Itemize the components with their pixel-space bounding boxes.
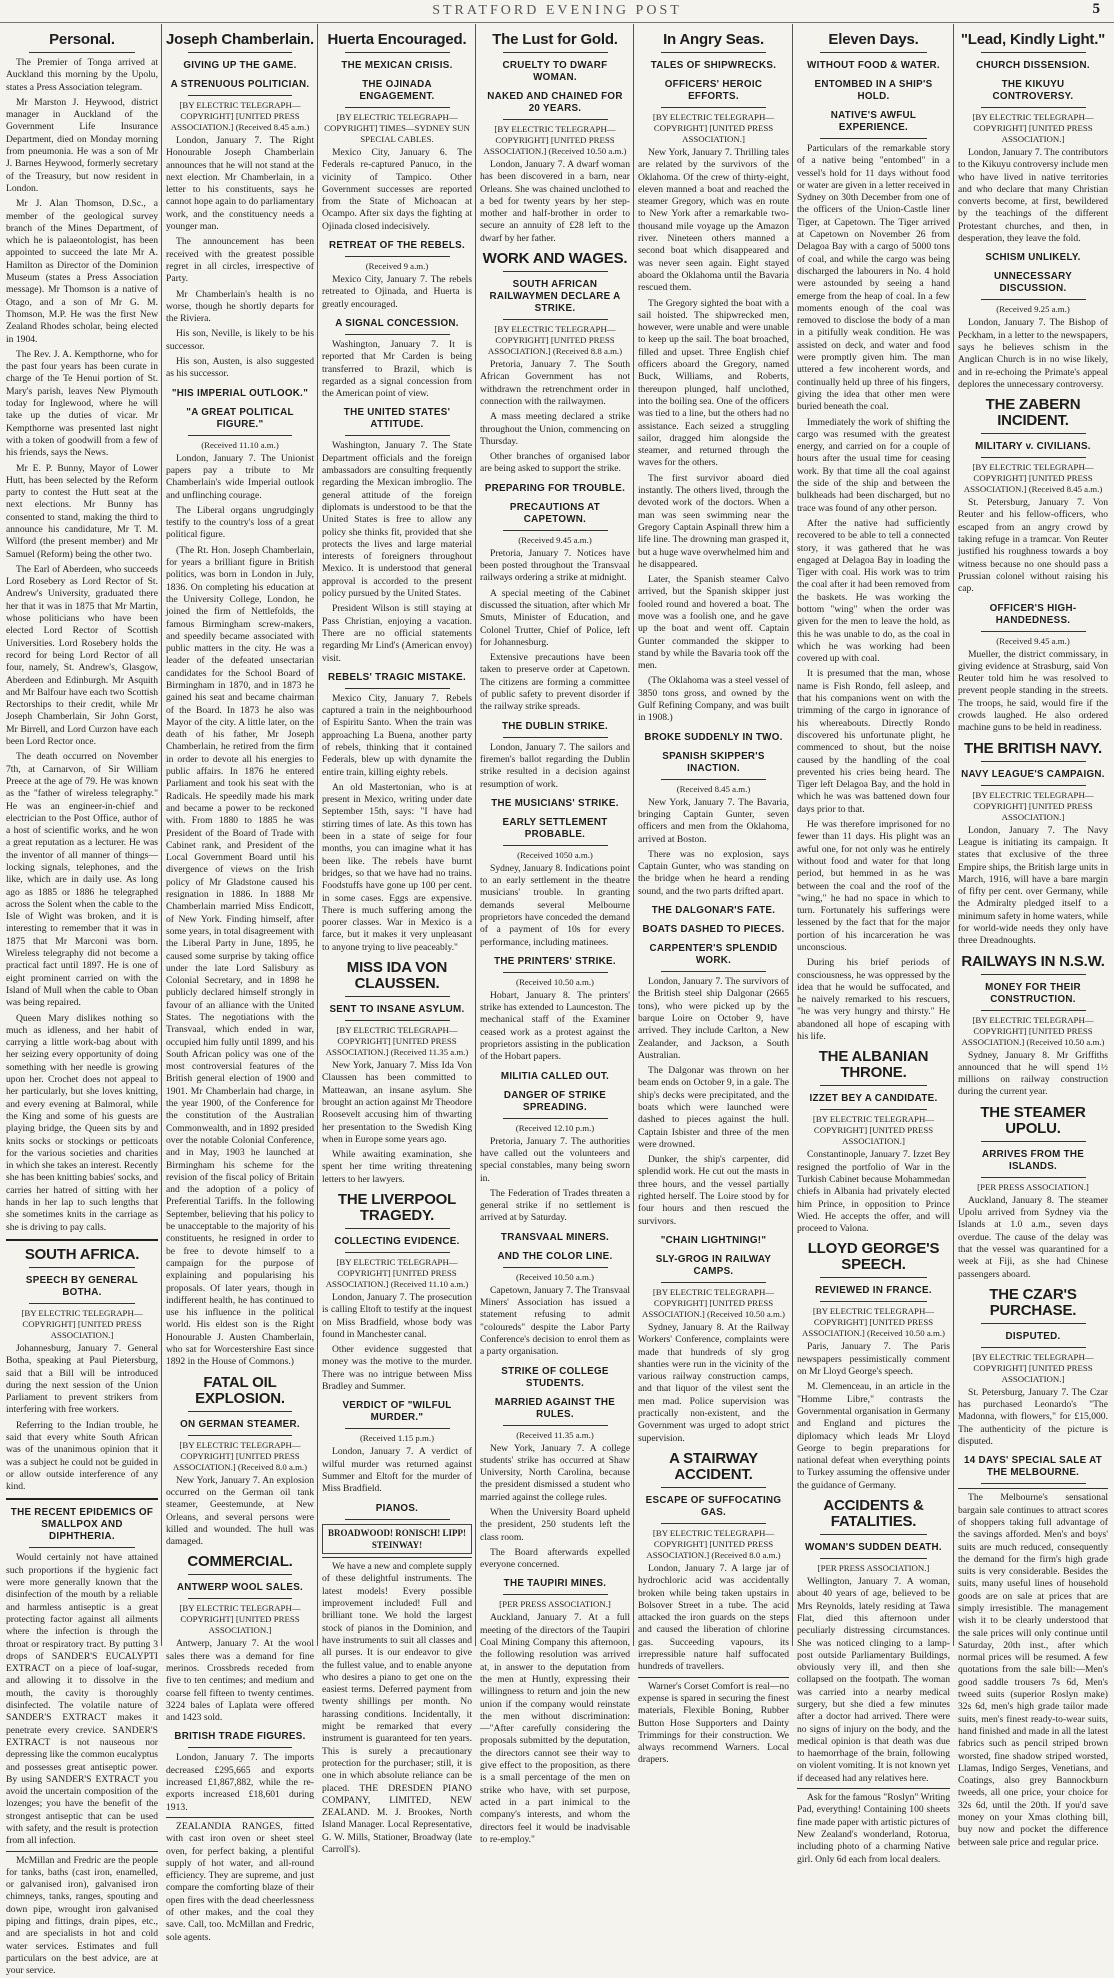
- masthead-title: STRATFORD EVENING POST: [432, 3, 682, 18]
- subheadline: THE KIKUYU CONTROVERSY.: [992, 79, 1074, 102]
- article-paragraph: London, January 7. The Unionist papers pay a tribute to Mr Chamberlain's wide Imperial outlook and unflinching courage.: [166, 452, 314, 501]
- headline: THE STEAMER UPOLU.: [980, 1103, 1086, 1137]
- subheadline: REVIEWED IN FRANCE.: [815, 1285, 932, 1297]
- subheadline: ANTWERP WOOL SALES.: [176, 1582, 304, 1594]
- article-paragraph: An old Mastertonian, who is at present in Mexico, writing under date September 15th, says: "I have had stirring times of late. As this town has been in a state of seige for four months, you can imagine what it has been like. The rebels have burnt bridges, so that we have had no trains. Foodstuffs have gone up 100 per cent. in some cases. Eggs are expensive. There is much suffering among the poorer classes. War in Mexico is a farce, but it makes it very unpleasant to anyone trying to live peaceably.": [322, 781, 472, 953]
- article-paragraph: A mass meeting declared a strike throughout the Union, commencing on Thursday.: [480, 411, 630, 447]
- article-paragraph: Pretoria, January 7. The authorities have called out the volunteers and special constables, many being sworn in.: [480, 1135, 630, 1184]
- article-paragraph: New York, January 7. A college students' strike has occurred at Shaw University, North Carolina, because the president dismissed a student who married against the college rules.: [480, 1442, 630, 1503]
- subheadline: A STRENUOUS POLITICIAN.: [170, 79, 310, 90]
- article-paragraph: His son, Austen, is also suggested as his successor.: [166, 356, 314, 380]
- subheadline: THE OJINADA ENGAGEMENT.: [359, 79, 435, 102]
- article-paragraph: The Earl of Aberdeen, who succeeds Lord Rosebery as Lord Rector of St. Andrew's University, graduated there her that it was in 1875 that Mr Martin, whose politicians who have been elected Lord Rector of Scottish Universities. Lord Rosebery holds the record for being Lord Rector of all four, namely, St. Andrew's, Glasgow, Aberdeen and Edinburgh. Mr Asquith and Mr Balfour have each two Scottish Rectorships to their credit, while Mr Joseph Chamberlain, Sir John Gorst, Mr Birrell, and Lord Curzon have each been Lord Rector once.: [6, 563, 158, 748]
- headline-divider: [981, 1323, 1086, 1324]
- article-paragraph: His son, Neville, is likely to be his successor.: [166, 328, 314, 352]
- section-rule: [6, 1239, 158, 1241]
- subheadline: 14 DAYS' SPECIAL SALE AT THE MELBOURNE.: [963, 1455, 1102, 1479]
- article-paragraph: Sydney, January 8. Mr Griffiths announced that he will spend 1½ millions on railway construction during the current year.: [958, 1049, 1108, 1098]
- headline: THE ZABERN INCIDENT.: [985, 396, 1081, 430]
- headline: RAILWAYS IN N.S.W.: [961, 952, 1105, 970]
- subheadline: NATIVE'S AWFUL EXPERIENCE.: [830, 110, 917, 133]
- wire-credit: (Received 9.25 a.m.): [996, 304, 1070, 315]
- article-paragraph: New York, January 7. The Bavaria, bringing Captain Gunter, seven officers and men from the Oklahoma, arrived at Boston.: [638, 796, 789, 845]
- headline-divider: [503, 530, 608, 531]
- article-paragraph: New York, January 7. Thrilling tales are related by the survivors of the Oklahoma. Of the crew of thirty-eight, eleven manned a boat and reached the steamer Gregory, which was en route to New York after a remarkable two-thousand mile voyage up the Amazon river. Nineteen others manned a second boat which disappeared and was never seen again. Eight stayed aboard the Oklahoma until the Bavaria rescued them.: [638, 147, 789, 294]
- headline-divider: [661, 971, 767, 972]
- subheadline: SLY-GROG IN RAILWAY CAMPS.: [655, 1253, 772, 1277]
- headline-divider: [345, 52, 450, 53]
- article-paragraph: Other evidence suggested that money was the motive to the murder. There was no intrigue between Miss Bradley and Summer.: [322, 1344, 472, 1393]
- advertisement: Ask for the famous "Roslyn" Writing Pad, everything! Containing 100 sheets fine made paper with artistic pictures of New Zealand's wonderland, Rotorua, including photo of a charming Native girl. Only 6d each from local dealers.: [797, 1788, 950, 1866]
- headline-divider: [661, 1523, 767, 1524]
- article-paragraph: After the native had sufficiently recovered to be able to tell a connected story, it was gathered that he was engaged at Delagoa Bay in loading the Tiger with coal. His work was to trim the coal after it had been removed from the baskets. He was working the bottom "wing" when the order was given for the men to leave the hold, as this he was unable to do, as the coal in which he was working had been covered up with coal.: [797, 517, 950, 665]
- article-paragraph: There was no explosion, says Captain Gunter, who was standing on the bridge when he heard a rending sound, and the two parts drifted apart.: [638, 848, 789, 897]
- column-rule: [161, 24, 162, 1646]
- article-paragraph: Sydney, January 8. Indications point to an early settlement in the theatre musicians' trouble. In granting demands several Melbourne proprietors have conceded the demand of a payment of 10s for every performance, including matinees.: [480, 862, 630, 948]
- headline: COMMERCIAL.: [187, 1553, 293, 1571]
- wire-credit: [BY ELECTRIC TELEGRAPH—COPYRIGHT] [UNITED PRESS ASSOCIATION.]: [972, 112, 1094, 144]
- article-paragraph: Mexico City, January 7. Rebels captured a train in the neighbourhood of Espiritu Santo. When the train was approaching La Buena, another party of rebels, thinking that it contained Federals, blew up with dynamite the entire train, killing eighty rebels.: [322, 692, 472, 778]
- article-paragraph: London, January 7. The sailors and firemen's ballot regarding the Dublin strike resulted in a decision against resumption of work.: [480, 741, 630, 790]
- headline-divider: [503, 1425, 608, 1426]
- advertisement: ZEALANDIA RANGES, fitted with cast iron oven or sheet steel oven, for perfect baking, a plentiful supply of hot water, and all-round efficiency. They are supreme, and just compare the comforting blaze of their open fires with the dead cheerlessness of other makes, and the coal they save. Call, too. McMillan and Fredric, sole agents.: [166, 1817, 314, 1944]
- article-paragraph: Mexico City, January 6. The Federals re-captured Panuco, in the vicinity of Tampico. Other Government successes are reported from the State of Michoacan at Ocampo. After six days the fighting at Ojinada closed indecisively.: [322, 147, 472, 232]
- headline-divider: [503, 271, 608, 272]
- subheadline: PREPARING FOR TROUBLE.: [484, 482, 626, 494]
- article-paragraph: President Wilson is still staying at Pass Christian, enjoying a vacation. There are no official statements regarding Mr Lind's (American envoy) visit.: [322, 603, 472, 664]
- article-paragraph: Dunker, the ship's carpenter, did splendid work. He cut out the masts in three hours, and the vessel partially righted herself. The Loire stood by for four hours and then rescued the survivors.: [638, 1154, 789, 1227]
- article-paragraph: Other branches of organised labor are being asked to support the strike.: [480, 451, 630, 475]
- headline-divider: [820, 1277, 927, 1278]
- article-paragraph: London, January 7. The survivors of the British steel ship Dalgonar (2665 tons), who were picked up by the barque Loire on October 9, have arrived. They include Carlton, a New Zealander, and Jackson, a South Australian.: [638, 976, 789, 1061]
- subheadline: WITHOUT FOOD & WATER.: [807, 60, 940, 71]
- headline-divider: [345, 1228, 450, 1229]
- wire-credit: (Received 11.10 a.m.): [201, 439, 279, 450]
- headline: The Lust for Gold.: [492, 31, 618, 48]
- subheadline: SENT TO INSANE ASYLUM.: [329, 1004, 465, 1016]
- headline-divider: [661, 779, 767, 780]
- article-paragraph: The first survivor aboard died instantly. The others lived, through the devoted work of the doctors. When a man was seen swimming near the Gregory Captain Aspinall threw him a life line. The drowning man grasped it, but a huge wave overwhelmed him and he disappeared.: [638, 472, 789, 570]
- subheadline: NAVY LEAGUE'S CAMPAIGN.: [961, 768, 1105, 780]
- headline-divider: [820, 1085, 927, 1086]
- headline-divider: [981, 785, 1086, 786]
- article-paragraph: During his brief periods of consciousness, he was oppressed by the idea that he would be suffocated, and he naively remarked to his rescuers, "he was very hungry and thirsty." He abandoned all hope of escaping with his life.: [797, 957, 950, 1043]
- headline: WORK AND WAGES.: [482, 250, 628, 268]
- headline: THE BRITISH NAVY.: [963, 739, 1102, 757]
- subheadline: VERDICT OF "WILFUL MURDER.": [342, 1400, 452, 1424]
- subheadline: UNNECESSARY DISCUSSION.: [993, 271, 1073, 295]
- article-paragraph: Antwerp, January 7. At the wool sales there was a demand for fine merinos. Crossbreds receded from five to ten centimes; and medium and coarse fell fifteen to twenty centimes. 3224 bales of Laplata were offered and 1423 sold.: [166, 1638, 314, 1724]
- headline-divider: [820, 1534, 927, 1535]
- headline-divider: [503, 737, 608, 738]
- article-paragraph: Washington, January 7. The State Department officials and the foreign ambassadors are consulting frequently regarding the Mexican imbroglio. The general attitude of the foreign diplomats is understood to be that the United States is free to allow any policy she thinks fit, provided that she protects the lives and large material interests of foreigners throughout Mexico. It is understood that general approval is accorded to the present policy pursued by the United States.: [322, 440, 472, 600]
- wire-credit: [BY ELECTRIC TELEGRAPH—COPYRIGHT] [UNITED PRESS ASSOCIATION.] (Received 10.50 a.m.): [483, 124, 627, 156]
- wire-credit: [BY ELECTRIC TELEGRAPH—COPYRIGHT] [UNITED PRESS ASSOCIATION.]: [652, 112, 775, 144]
- subheadline: SOUTH AFRICAN RAILWAYMEN DECLARE A STRIKE.: [489, 279, 621, 315]
- wire-credit: [BY ELECTRIC TELEGRAPH—COPYRIGHT] [UNITED PRESS ASSOCIATION.] (Received 10.50 a.m.): [642, 1286, 785, 1319]
- headline-divider: [981, 433, 1086, 434]
- wire-credit: [BY ELECTRIC TELEGRAPH—COPYRIGHT] [UNITED PRESS ASSOCIATION.] (Received 8.0 a.m.): [646, 1527, 781, 1560]
- article-paragraph: Mexico City, January 7. The rebels retreated to Ojinada, and Huerta is greatly encouraged.: [322, 274, 472, 310]
- article-paragraph: The Gregory sighted the boat with a sail hoisted. The shipwrecked men, however, were unable and were unable to keep up the sail. The boat broached, filled and upset. Three English chief officers aboard the Gregory, named Buck, Williams, and Roberts, thereupon plunged, half unclothed, into the boiling sea. One of the officers was tied to a line, but the others had no assistance. Each seized a struggling sailor, dragged him alongside the steamer, and returned through the waves for the others.: [638, 297, 789, 469]
- subheadline: WOMAN'S SUDDEN DEATH.: [805, 1542, 942, 1554]
- article-paragraph: The Dalgonar was thrown on her beam ends on October 9, in a gale. The ship's decks were precipitated, and the boats which were launched were dashed to pieces against the hull. Captain Isbister and three of the men were drowned.: [638, 1065, 789, 1150]
- article-paragraph: A special meeting of the Cabinet discussed the situation, after which Mr Smuts, Minister of Education, and Colonel Trutter, Chief of Police, left for Johannesburg.: [480, 587, 630, 648]
- news-column-5: [636, 26, 791, 1766]
- article-paragraph: London, January 7. The Navy League is initiating its campaign. It states that exclusive of the three Empire ships, the British large units in March, 1916, will have a bare margin of fifty per cent. over Germany, while the Admiralty pledged itself to a minimum safety in home waters, while for world-wide needs they only have three Dreadnoughts.: [958, 824, 1108, 947]
- headline: Eleven Days.: [828, 31, 919, 48]
- headline-divider: [981, 631, 1086, 632]
- article-paragraph: London, January 7. The imports decreased £295,665 and exports increased £1,867,882, while the re-exports increased £18,601 during 1913.: [166, 1752, 314, 1813]
- article-paragraph: The Rev. J. A. Kempthorne, who for the past four years has been curate in charge of the Te Henui portion of St. Mary's parish, leaves New Plymouth today for Inglewood, where he will take up the duties of vicar. Mr Kempthorne was presented last night with a token of goodwill from a few of his friends, says the News.: [6, 348, 158, 459]
- article-paragraph: London, January 7. The Right Honourable Joseph Chamberlain announces that he will not stand at the next election. Mr Chamberlain, in a letter to his constituents, says he cannot hope again to do parliamentary work, and the constituency needs a younger man.: [166, 135, 314, 233]
- column-rule: [953, 24, 954, 1646]
- article-paragraph: London, January 7. A verdict of wilful murder was returned against Summer and Eltoft for the murder of Miss Bradfield.: [322, 1446, 472, 1495]
- subheadline: ESCAPE OF SUFFOCATING GAS.: [645, 1494, 782, 1518]
- article-paragraph: Auckland, January 7. At a full meeting of the directors of the Taupiri Coal Mining Company this afternoon, the following resolution was arrived at, in answer to the deputation from the men at Huntly, expressing their willingness to return and join the new union if the company would reinstate the men without discrimination:—"After carefully considering the proposals submitted by the deputation, the directors cannot see their way to give effect to the proposition, as there is a small percentage of the men on strike who have, with set purpose, acted in a part inimical to the company's interests, and whom the directors feel it would be inadvisable to re-employ.": [480, 1612, 630, 1845]
- news-column-2: [164, 26, 316, 1943]
- article-paragraph: The Liberal organs ungrudgingly testify to the country's loss of a great political figure.: [166, 504, 314, 541]
- wire-credit: [BY ELECTRIC TELEGRAPH—COPYRIGHT] [UNITED PRESS ASSOCIATION.] (Received 10.50 a.m.): [802, 1306, 945, 1339]
- wire-credit: [BY ELECTRIC TELEGRAPH—COPYRIGHT] [UNITED PRESS ASSOCIATION.]: [972, 1351, 1094, 1384]
- headline-divider: [981, 457, 1086, 458]
- headline-divider: [188, 1747, 292, 1748]
- subheadline: THE DUBLIN STRIKE.: [501, 720, 609, 732]
- article-paragraph: New York, January 7. Miss Ida Von Claussen has been committed to Matteawan, an insane asylum. She brought an action against Mr Theodore Roosevelt accusing him of thwarting her presentation to the Swedish King when in Europe some years ago.: [322, 1060, 472, 1145]
- wire-credit: [BY ELECTRIC TELEGRAPH—COPYRIGHT] TIMES—SYDNEY SUN SPECIAL CABLES.: [324, 112, 470, 144]
- headline-divider: [820, 1109, 927, 1110]
- subheadline: THE DALGONAR'S FATE.: [651, 905, 776, 917]
- wire-credit: (Received 8.45 a.m.): [676, 783, 751, 794]
- headline-divider: [820, 1301, 927, 1302]
- article-paragraph: Auckland, January 8. The steamer Upolu arrived from Sydney via the Islands at 1.0 a.m., seven days overdue. The cause of the delay was that the vessel was quarantined for a week at Fiji, as she had Chinese passengers aboard.: [958, 1194, 1108, 1280]
- article-paragraph: The death occurred on November 7th, at Carnarvon, of Sir William Preece at the age of 79. He was known as the "father of wireless telegraphy." He was an engineer-in-chief and electrician to the Post Office, author of a host of scientific works, and he won a great reputation as a lecturer. He was the inventor of all manner of things—locking signals, telephones, and the like, which are in daily use. As long ago as 1885 or 1886 he telegraphed across the Solent when the cable to the Isle of Wight was broken, and it is interesting to remember that it was in 1875 that Mr Marconi was born. Wireless telegraphy did not become a practical fact until 1897. He is one of eight prominent carried on with the Island of Mull when the cable to Oban was being repaired.: [6, 751, 158, 1009]
- article-paragraph: Particulars of the remarkable story of a native being "entombed" in a vessel's hold for 11 days without food or water are given in a letter received in Sydney on 30th December from one of the officers of the Union-Castle liner Tiger, at Capetown. The Tiger arrived at Capetown on November 26 from Delagoa Bay with a cargo of 5000 tons of coal, and while the cargo was being discharged the labourers in No. 4 hold were astounded by seeing a hand emerge from the heap of coal. In a few moments enough of the coal was removed to disclose the body of a man in a pitifully weak condition. He was assisted on deck, and water and food were promptly given him. The man uttered a few incoherent words, and continually held up three of his fingers, giving the idea that other men were buried beneath the coal.: [797, 143, 950, 413]
- subheadline: BROKE SUDDENLY IN TWO.: [644, 731, 783, 743]
- subheadline: THE UNITED STATES' ATTITUDE.: [343, 407, 451, 431]
- article-paragraph: Later, the Spanish steamer Calvo arrived, but the Spanish skipper just fooled round and hovered a boat. The move was a foolish one, and he gave up the boat and went off. Captain Gunter commanded the skipper to stand by while the Bavaria took off the men.: [638, 574, 789, 672]
- headline-divider: [345, 688, 450, 689]
- article-paragraph: While awaiting examination, she spent her time writing threatening letters to her lawyers.: [322, 1149, 472, 1185]
- subheadline: THE MEXICAN CRISIS.: [341, 60, 453, 71]
- headline-divider: [345, 334, 450, 335]
- subheadline: CARPENTER'S SPLENDID WORK.: [649, 943, 778, 967]
- headline-divider: [981, 1177, 1086, 1178]
- subheadline: SPEECH BY GENERAL BOTHA.: [25, 1274, 139, 1298]
- headline-divider: [820, 1558, 927, 1559]
- subheadline: MONEY FOR THEIR CONSTRUCTION.: [985, 981, 1081, 1005]
- headline-divider: [29, 1267, 135, 1268]
- article-paragraph: (The Oklahoma was a steel vessel of 3850 tons gross, and owned by the Gulf Refining Company, and was built in 1908.): [638, 675, 789, 724]
- headline-divider: [981, 974, 1086, 975]
- subheadline: CHURCH DISSENSION.: [976, 60, 1090, 71]
- headline: Joseph Chamberlain.: [166, 31, 314, 48]
- subheadline: RETREAT OF THE REBELS.: [329, 240, 465, 252]
- headline-divider: [345, 1020, 450, 1021]
- headline-divider: [820, 52, 927, 53]
- article-paragraph: Paris, January 7. The Paris newspapers pessimistically comment on Mr Lloyd George's speech.: [797, 1341, 950, 1378]
- headline-divider: [29, 52, 135, 53]
- headline-divider: [188, 435, 292, 436]
- headline: In Angry Seas.: [663, 31, 764, 48]
- subheadline: THE MUSICIANS' STRIKE.: [491, 797, 619, 809]
- news-column-6: [795, 26, 952, 1865]
- article-paragraph: The Federation of Trades threaten a general strike if no settlement is arrived at by Saturday.: [480, 1187, 630, 1224]
- article-paragraph: London, January 7. A dwarf woman has been discovered in a barn, near Orleans. She was chained unclothed to a bed for twenty years by her step-mother and half-brother in order to secure an annuity of £28 left to the dwarf by her father.: [480, 159, 630, 244]
- subheadline: SPANISH SKIPPER'S INACTION.: [662, 750, 765, 774]
- article-paragraph: He was therefore imprisoned for no fewer than 11 days. His plight was an awful one, for not only was he entirely without food and water for that long period, but hemmed in as he was between the coal and the roof of the "wing," he had no space in which to turn. Fortunately his sufferings were lessened by the fact that for the major portion of his incarceration he was unconscious.: [797, 819, 950, 953]
- headline-divider: [661, 107, 767, 108]
- headline-divider: [188, 1435, 292, 1436]
- article-paragraph: London, January 7. The Bishop of Peckham, in a letter to the newspapers, says he believes schism in the Anglican Church is in no wise likely, and in re-echoing the Primate's appeal deplores the unnecessary controversy.: [958, 317, 1108, 390]
- subheadline: PRECAUTIONS AT CAPETOWN.: [509, 501, 601, 525]
- column-rule: [633, 24, 634, 1646]
- news-column-7: [956, 26, 1110, 1848]
- subheadline: MILITIA CALLED OUT.: [500, 1070, 610, 1082]
- headline-divider: [503, 119, 608, 120]
- article-paragraph: It is presumed that the man, whose name is Fish Rondo, fell asleep, and that his companions went on with the trimming of the cargo in ignorance of his whereabouts. Directly Rondo discovered his unfortunate plight, he commenced to shout, but the noise caused by the handling of the coal prevented his cries being heard. The Tiger left Delagoa Bay, and the hold in which he was was battened down four days prior to that.: [797, 668, 950, 815]
- subheadline: ARRIVES FROM THE ISLANDS.: [981, 1148, 1085, 1172]
- column-rule: [475, 24, 476, 1646]
- subheadline: SCHISM UNLIKELY.: [985, 252, 1081, 264]
- article-paragraph: When the University Board upheld the president, 250 students left the class room.: [480, 1507, 630, 1543]
- article-paragraph: Pretoria, January 7. The South African Government has not withdrawn the retrenchment order in connection with the railwaymen.: [480, 359, 630, 407]
- headline-divider: [503, 52, 608, 53]
- subheadline: MARRIED AGAINST THE RULES.: [494, 1396, 616, 1420]
- subheadline: TALES OF SHIPWRECKS.: [650, 60, 777, 71]
- article-paragraph: Queen Mary dislikes nothing so much as idleness, and her habit of carrying a little work-bag about with her seizing every opportunity of doing something with her needle is growing upon her. Crochet does not appeal to her particularly, but she loves knitting, and every evening at Balmoral, while the King and some of his guests are playing bridge, the Queen sits by and knits socks or stockings or petticoats for the various societies and charities in which she takes an interest. Recently she has been knitting babies' socks, and carries her hatred of sitting with her hands in her lap to such lengths that she sometimes knits in the carriage as she is driving to pay calls.: [6, 1012, 158, 1233]
- subheadline: REBELS' TRAGIC MISTAKE.: [327, 671, 467, 683]
- headline-divider: [661, 52, 767, 53]
- article-paragraph: The announcement has been received with the greatest possible regret in all circles, irrespective of Party.: [166, 236, 314, 285]
- wire-credit: [BY ELECTRIC TELEGRAPH—COPYRIGHT] [UNITED PRESS ASSOCIATION.] (Received 8.8 a.m.): [487, 324, 623, 357]
- subheadline: "A GREAT POLITICAL FIGURE.": [186, 406, 294, 430]
- headline-divider: [345, 1519, 450, 1520]
- headline-divider: [981, 761, 1086, 762]
- subheadline: TRANSVAAL MINERS.: [500, 1231, 610, 1243]
- headline-divider: [661, 1282, 767, 1283]
- headline: THE ALBANIAN THRONE.: [818, 1048, 929, 1082]
- wire-credit: (Received 10.50 a.m.): [516, 976, 594, 987]
- headline-divider: [345, 107, 450, 108]
- headline-divider: [981, 1483, 1086, 1484]
- article-paragraph: Would certainly not have attained such proportions if the hygienic fact were more generally known that the disinfection of the mouth by a reliable and harmless antiseptic is a great protecting factor against all ailments where the infection is through the throat or respiratory tract. By putting 3 drops of SANDER'S EUCALYPTI EXTRACT on a piece of loaf-sugar, and allowing it to dissolve in the mouth, the cavity is thoroughly disinfected. The volatile nature of SANDER'S EXTRACT makes it penetrate every crevice. SANDER'S EXTRACT is not nauseous nor depressing like the common eucalyptus and possesses great antiseptic power. By using SANDER'S EXTRACT you avoid the uncertain composition of the lozenges; you have the benefit of the strongest antiseptic that can be used with safety, and the result is protection from all infection.: [6, 1552, 158, 1847]
- headline: "Lead, Kindly Light.": [960, 31, 1106, 48]
- article-paragraph: St. Petersburg, January 7. The Czar has purchased Leonardo's "The Madonna, with flowers," for £15,000. The authenticity of the picture is disputed.: [958, 1386, 1108, 1448]
- wire-credit: (Received 9.45 a.m.): [518, 534, 592, 545]
- headline-divider: [503, 1594, 608, 1595]
- headline: SOUTH AFRICA.: [24, 1245, 140, 1263]
- wire-credit: [BY ELECTRIC TELEGRAPH—COPYRIGHT] [UNITED PRESS ASSOCIATION.] (Received 8.45 a.m.): [170, 100, 310, 132]
- subheadline: IZZET BEY A CANDIDATE.: [809, 1093, 938, 1105]
- article-paragraph: London, January 7. A large jar of hydrochloric acid was accidentally broken while being taken upstairs in Bolsover Street in a tube. The acid attacked the iron guards on the steps and caused the liberation of chlorine gas. Succeeding vapours, its irrepressible nature half suffocated hundreds of travellers.: [638, 1562, 789, 1673]
- headline-divider: [503, 1267, 608, 1268]
- page-number: 5: [1092, 1, 1100, 17]
- article-paragraph: London, January 7. The contributors to the Kikuyu controversy include men who have lived in native territories and who declare that many Christian converts become, at first, bewildered by the teachings of the different Protestant churches, and then, in desperation, they leave the fold.: [958, 147, 1109, 245]
- headline: A STAIRWAY ACCIDENT.: [669, 1449, 758, 1483]
- wire-credit: (Received 11.35 a.m.): [516, 1429, 594, 1440]
- subheadline: MILITARY v. CIVILIANS.: [975, 441, 1091, 453]
- article-paragraph: Washington, January 7. It is reported that Mr Carden is being transferred to Brazil, which is regarded as a signal concession from the American point of view.: [322, 338, 472, 400]
- section-rule: [6, 1498, 158, 1500]
- headline-divider: [661, 1487, 767, 1488]
- news-column-3: [320, 26, 474, 1855]
- headline: FATAL OIL EXPLOSION.: [195, 1373, 285, 1407]
- advertisement: We have a new and complete supply of these delightful instruments. The latest models! Every possible improvement included! Full and brilliant tone. We hold the largest stock of pianos in the Dominion, and have instruments to suit all classes and all purses. It is our endeavor to give the fullest value, and to enable anyone who desires a piano to get one on the easiest terms. Deferred payment from twenty shillings per month. No harassing conditions. Incidentally, it might be remarked that every instrument is guaranteed for ten years. This is surely a precautionary protection for the purchaser; still, it is one in which absolute reliance can be placed. THE DRESDEN PIANO COMPANY, LIMITED, NEW ZEALAND. M. J. Brookes, North Island Manager. Local Representative, G. W. Mills, Stationer, Broadway (late Carroll's).: [322, 1557, 472, 1856]
- wire-credit: [BY ELECTRIC TELEGRAPH—COPYRIGHT] [UNITED PRESS ASSOCIATION.]: [812, 1114, 935, 1147]
- article-paragraph: (The Rt. Hon. Joseph Chamberlain, for years a brilliant figure in British politics, was born in London in July, 1836. On completing his education at the University College, London, he joined the firm of Nettlefolds, the famous Birmingham screw-makers, and speedily became associated with public matters in the city. He was a leader of the defeated unsectarian candidates for the School Board of Birmingham in 1870, and in 1873 he gained his seat and became chairman of the Board. In 1873 he also was Mayor of the city. A little later, on the death of his father, Mr Joseph Chamberlain, he retired from the firm in order to devote all his energies to public affairs. In 1876 he entered Parliament and took his seat with the Radicals. He speedily made his mark and became a power to be reckoned with. From 1880 to 1885 he was President of the Board of Trade with Cabinet rank, and President of the Local Government Board until his divergence of views on the Irish policy of Mr Gladstone caused his resignation in 1886. In 1888 Mr Chamberlain married Miss Endicott, of New York. Finding himself, after some years, in total disagreement with the Liberal Party in June, 1895, he caused some surprise by taking office under the late Lord Salisbury as Colonial Secretary, and in 1898 he publicly declared himself strongly in favour of an alliance with the United States. The negotiations with the Transvaal, which ended in war, occupied him fully until 1899, and his South African policy was one of the most controversial features of the British general election of 1900 and 1901. Mr Chamberlain had charge, in the year 1900, of the Conference for the constitution of the Australian Commonwealth, and in 1892 presided over the notable Colonial Conference, and in May, 1903 he launched at Birmingham his scheme for the revision of the fiscal policy of Britain and the adoption of a policy of Preferential Tariffs. In the following September, believing that his policy to be unacceptable to the majority of his constituents, he resigned in order to be free to devote himself to a campaign for the purpose of explaining and popularising his proposals. Of later years, though in indifferent health, he has continued to use his influence in the political world. His eldest son is the Right Honourable J. Austen Chamberlain, who sat for Worcestershire East since 1892 in the House of Commons.): [166, 544, 314, 1368]
- article-paragraph: Referring to the Indian trouble, he said that every white South African was of the unanimous opinion that it was a subject he could not be guided in or allow outside interference of any kind.: [6, 1419, 158, 1493]
- article-paragraph: Extensive precautions have been taken to preserve order at Capetown. The citizens are forming a committee of public safety to prevent disorder if the railway strike spreads.: [480, 652, 630, 713]
- article-paragraph: Wellington, January 7. A woman, about 40 years of age, believed to be Mrs Reynolds, lately residing at Tawa Flat, died this afternoon under peculiarly distressing circumstances. She was noticed clinging to a lamp-post outside Parliamentary Buildings, obviously very ill, and then she collapsed on the footpath. The woman was carried into a nearby medical surgery, but she died a few minutes after a doctor had arrived. There were no signs of injury on the body, and the medical opinion is that death was due to haemorrhage of the brain, following on violent vomiting. It is not known yet if deceased had any relatives here.: [797, 1576, 950, 1784]
- subheadline: ENTOMBED IN A SHIP'S HOLD.: [814, 79, 933, 102]
- article-paragraph: New York, January 7. An explosion occurred on the German oil tank steamer, Geestemunde, at New Orleans, and several persons were killed and wounded. The hull was damaged.: [166, 1474, 314, 1548]
- headline-divider: [503, 319, 608, 320]
- subheadline: THE PRINTERS' STRIKE.: [494, 955, 616, 967]
- subheadline: THE TAUPIRI MINES.: [503, 1578, 607, 1590]
- headline-divider: [188, 1411, 292, 1412]
- article-paragraph: Hobart, January 8. The printers' strike has extended to Launceston. The mechanical staff of the Examiner ceased work as a protest against the proprietors assisting in the publication of the Hobart papers.: [480, 989, 630, 1063]
- column-rule: [317, 24, 318, 1646]
- article-paragraph: Johannesburg, January 7. General Botha, speaking at Paul Pietersburg, said that a Bill will be introduced during the next session of the Union Parliament to prevent strikers from interfering with free workers.: [6, 1342, 158, 1416]
- article-paragraph: St. Petersburg, January 7. Von Reuter and his fellow-officers, who escaped from an angry crowd by taking refuge in a tramcar. Von Reuter justified his roughness towards a boy witness because no one should pass a Prussian colonel without raising his cap.: [958, 497, 1108, 595]
- headline-divider: [820, 138, 927, 139]
- wire-credit: [PER PRESS ASSOCIATION.]: [817, 1563, 930, 1574]
- subheadline: PIANOS.: [375, 1502, 419, 1514]
- headline-divider: [503, 1118, 608, 1119]
- subheadline: COLLECTING EVIDENCE.: [334, 1236, 460, 1247]
- headline-divider: [345, 996, 450, 997]
- headline-divider: [981, 1010, 1086, 1011]
- headline-divider: [503, 845, 608, 846]
- headline-divider: [188, 1598, 292, 1599]
- news-column-1: [4, 26, 160, 1977]
- subheadline: DANGER OF STRIKE SPREADING.: [503, 1089, 607, 1113]
- wire-credit: [PER PRESS ASSOCIATION.]: [499, 1599, 611, 1610]
- article-paragraph: Mr E. P. Bunny, Mayor of Lower Hutt, has been selected by the Reform party to contest the Hutt seat at the next elections. Mr Bunny has consented to stand, making the third to announce his candidature, Mr T. M. Wilford (the present member) and Mr Samuel (Reform) being the other two.: [6, 462, 158, 560]
- wire-credit: (Received 10.50 a.m.): [516, 1271, 594, 1282]
- headline-divider: [981, 52, 1086, 53]
- article-paragraph: Constantinople, January 7. Izzet Bey resigned the portfolio of War in the Turkish Cabinet because Mohammedan chiefs in Albania had privately elected him Prince, in opposition to Prince Wied. He accepts the offer, and will proceed to Valona.: [797, 1149, 950, 1235]
- headline: Huerta Encouraged.: [327, 31, 467, 48]
- news-column-4: [478, 26, 632, 1845]
- article-paragraph: The Premier of Tonga arrived at Auckland this morning by the Upolu, states a Press Association telegram.: [6, 57, 158, 93]
- article-paragraph: Mueller, the district commissary, in giving evidence at Strasburg, said Von Reuter told him he was resolved to prevent people standing in the streets. The troops, he said, would fire if the crowds laughed. He also ordered machine guns to be held in readiness.: [958, 648, 1108, 734]
- headline: MISS IDA VON CLAUSSEN.: [346, 959, 448, 993]
- headline-divider: [345, 1428, 450, 1429]
- advertisement: McMillan and Fredric are the people for tanks, baths (cast iron, enamelled, or galvanised iron), galvanised iron chimneys, tanks, ranges, spouting and down pipe, wrought iron galvanised piping and fittings, drain pipes, etc., and are specialists in hot and cold water services. Estimates and full particulars on the best advice, are at your service.: [6, 1851, 158, 1978]
- headline-divider: [29, 1303, 135, 1304]
- article-paragraph: M. Clemenceau, in an article in the "Homme Libre," contrasts the Governmental organisation in Germany and England and pictures the diplomacy which leads Mr Lloyd George to begin preparations for national defeat when everything points to Turkey assuming the offensive under the guidance of Germany.: [797, 1381, 950, 1491]
- headline: THE LIVERPOOL TRAGEDY.: [337, 1191, 457, 1224]
- article-paragraph: The Board afterwards expelled everyone concerned.: [480, 1546, 630, 1571]
- advertisement-banner: BROADWOOD! RONISCH! LIPP! STEINWAY!: [322, 1524, 472, 1555]
- wire-credit: (Received 12.10 p.m.): [515, 1122, 595, 1133]
- subheadline: DISPUTED.: [1005, 1330, 1061, 1342]
- subheadline: STRIKE OF COLLEGE STUDENTS.: [501, 1365, 609, 1389]
- wire-credit: (Received 1.15 p.m.): [359, 1433, 435, 1444]
- wire-credit: [BY ELECTRIC TELEGRAPH—COPYRIGHT] [UNITED PRESS ASSOCIATION.] (Received 8.0 a.m.): [172, 1439, 308, 1472]
- masthead: [0, 0, 1114, 23]
- headline-divider: [188, 52, 292, 53]
- column-rule: [792, 24, 793, 1646]
- subheadline: EARLY SETTLEMENT PROBABLE.: [502, 816, 608, 840]
- wire-credit: [BY ELECTRIC TELEGRAPH—COPYRIGHT] [UNITED PRESS ASSOCIATION.]: [21, 1307, 143, 1340]
- headline-divider: [981, 1141, 1086, 1142]
- headline-divider: [345, 1252, 450, 1253]
- article-paragraph: Immediately the work of shifting the cargo was resumed with the greatest energy, and carried on for a couple of hours after the usual time for ceasing work. By that time all the coal against the side of the ship and between the bulkheads had been discharged, but no trace was found of any other person.: [797, 416, 950, 514]
- headline-divider: [981, 1347, 1086, 1348]
- article-paragraph: Pretoria, January 7. Notices have been posted throughout the Transvaal railways ordering a strike at midnight.: [480, 547, 630, 584]
- advertisement: Warner's Corset Comfort is real—no expense is spared in securing the finest materials, Flexible Boning, Rubber Button Hose Supporters and Dainty Trimmings for their construction. We always recommend Warners. Local drapers.: [638, 1677, 789, 1767]
- wire-credit: [BY ELECTRIC TELEGRAPH—COPYRIGHT] [UNITED PRESS ASSOCIATION.] (Received 11.10 a.m.): [325, 1257, 469, 1289]
- subheadline: CRUELTY TO DWARF WOMAN.: [502, 60, 608, 83]
- wire-credit: (Received 9.45 a.m.): [996, 635, 1070, 646]
- subheadline: THE RECENT EPIDEMICS OF SMALLPOX AND DIPHTHERIA.: [10, 1507, 154, 1543]
- advertisement: The Melbourne's sensational bargain sale continues to attract scores of shoppers taking full advantage of the savings afforded. Men's and boys' suits are much reduced, consequently the demand for the firm's high grade suits is very considerable. Besides the suits, many useful lines of household goods are on sale at prices that are simply irresistible. The management wish it to be clearly understood that the sale prices will only continue until Saturday, 20th inst., after which normal prices will be resumed. A few quotations from the sale bill:—Men's good saddle trousers 7s 6d, Men's tweed suits (superior Roslyn make) 32s 6d, men's high grade tailor made suits, men's finest ready-to-wear suits, hand finished and made in all the latest fabrics such as pencil striped brown worsted, fine shadow striped worsted, Llamas, Indigo Serges, Venetians, and Coatings, also grey Bannockburn tweeds, all one price, your choice for 32s 6d, until the 20th. If you'd save money on your Xmas clothing bill, buy now and pocket the difference between sale price and regular price.: [958, 1488, 1108, 1849]
- headline-divider: [981, 107, 1086, 108]
- subheadline: BOATS DASHED TO PIECES.: [642, 924, 785, 936]
- subheadline: OFFICERS' HEROIC EFFORTS.: [664, 79, 763, 102]
- wire-credit: [BY ELECTRIC TELEGRAPH—COPYRIGHT] [UNITED PRESS ASSOCIATION.]: [972, 789, 1094, 822]
- wire-credit: (Received 1050 a.m.): [517, 849, 593, 860]
- subheadline: ON GERMAN STEAMER.: [180, 1418, 300, 1430]
- wire-credit: [BY ELECTRIC TELEGRAPH—COPYRIGHT] [UNITED PRESS ASSOCIATION.] (Received 10.50 a.m.): [961, 1014, 1105, 1047]
- subheadline: A SIGNAL CONCESSION.: [335, 317, 459, 329]
- article-paragraph: Sydney, January 8. At the Railway Workers' Conference, complaints were made that hundreds of sly grog shanties were run in the vicinity of the various railway construction camps, and that liquor of the vilest sent the men mad. Police supervision was practically non-existent, and the Government was urged to adopt strict supervision.: [638, 1321, 789, 1444]
- wire-credit: (Received 9 a.m.): [365, 261, 429, 272]
- headline: ACCIDENTS & FATALITIES.: [823, 1497, 924, 1531]
- headline-divider: [345, 256, 450, 257]
- headline-divider: [188, 95, 292, 96]
- subheadline: "CHAIN LIGHTNING!": [660, 1234, 767, 1246]
- headline: Personal.: [49, 31, 115, 48]
- headline-divider: [188, 1574, 292, 1575]
- subheadline: GIVING UP THE GAME.: [183, 60, 297, 71]
- article-paragraph: Mr Chamberlain's health is no worse, though he shortly departs for the Riviera.: [166, 288, 314, 325]
- article-paragraph: London, January 7. The prosecution is calling Eltoft to testify at the inquest on Miss Bradfield, whose body was found in Manchester canal.: [322, 1292, 472, 1340]
- headline: THE CZAR'S PURCHASE.: [989, 1285, 1077, 1319]
- subheadline: AND THE COLOR LINE.: [497, 1250, 613, 1262]
- headline-divider: [345, 435, 450, 436]
- subheadline: "HIS IMPERIAL OUTLOOK.": [171, 387, 309, 399]
- article-paragraph: Mr Marston J. Heywood, district manager in Auckland of the Government Life Insurance Department, died on Monday morning from pneumonia. He was a son of Mr J. Barnes Heywood, formerly secretary of the Treasury, but now resident in London.: [6, 96, 158, 194]
- headline-divider: [981, 299, 1086, 300]
- wire-credit: [BY ELECTRIC TELEGRAPH—COPYRIGHT] [UNITED PRESS ASSOCIATION.]: [179, 1603, 301, 1636]
- wire-credit: [BY ELECTRIC TELEGRAPH—COPYRIGHT] [UNITED PRESS ASSOCIATION.] (Received 11.35 a.m.): [325, 1025, 469, 1058]
- subheadline: BRITISH TRADE FIGURES.: [174, 1731, 306, 1743]
- subheadline: OFFICER'S HIGH-HANDEDNESS.: [989, 602, 1077, 626]
- headline-divider: [29, 1547, 135, 1548]
- headline: LLOYD GEORGE'S SPEECH.: [807, 1240, 940, 1274]
- wire-credit: [BY ELECTRIC TELEGRAPH—COPYRIGHT] [UNITED PRESS ASSOCIATION.] (Received 8.45 a.m.): [963, 462, 1103, 495]
- subheadline: NAKED AND CHAINED FOR 20 YEARS.: [487, 91, 623, 114]
- article-paragraph: Capetown, January 7. The Transvaal Miners' Association has issued a statement refusing to admit "coloureds" despite the Labor Party Conference's decision to enrol them as a party organisation.: [480, 1284, 630, 1358]
- article-paragraph: Mr J. Alan Thomson, D.Sc., a member of the geological survey branch of the Mines Department, of which he is palaeontologist, has been appointed to succeed the late Mr A. Hamilton as Director of the Dominion Museum (states a Press Association message). Mr Thomson is a native of Otago, and a son of Mr G. M. Thomson, M.P. He was the first New Zealand Rhodes scholar, being elected in 1904.: [6, 198, 158, 345]
- headline-divider: [503, 972, 608, 973]
- wire-credit: [PER PRESS ASSOCIATION.]: [977, 1181, 1089, 1192]
